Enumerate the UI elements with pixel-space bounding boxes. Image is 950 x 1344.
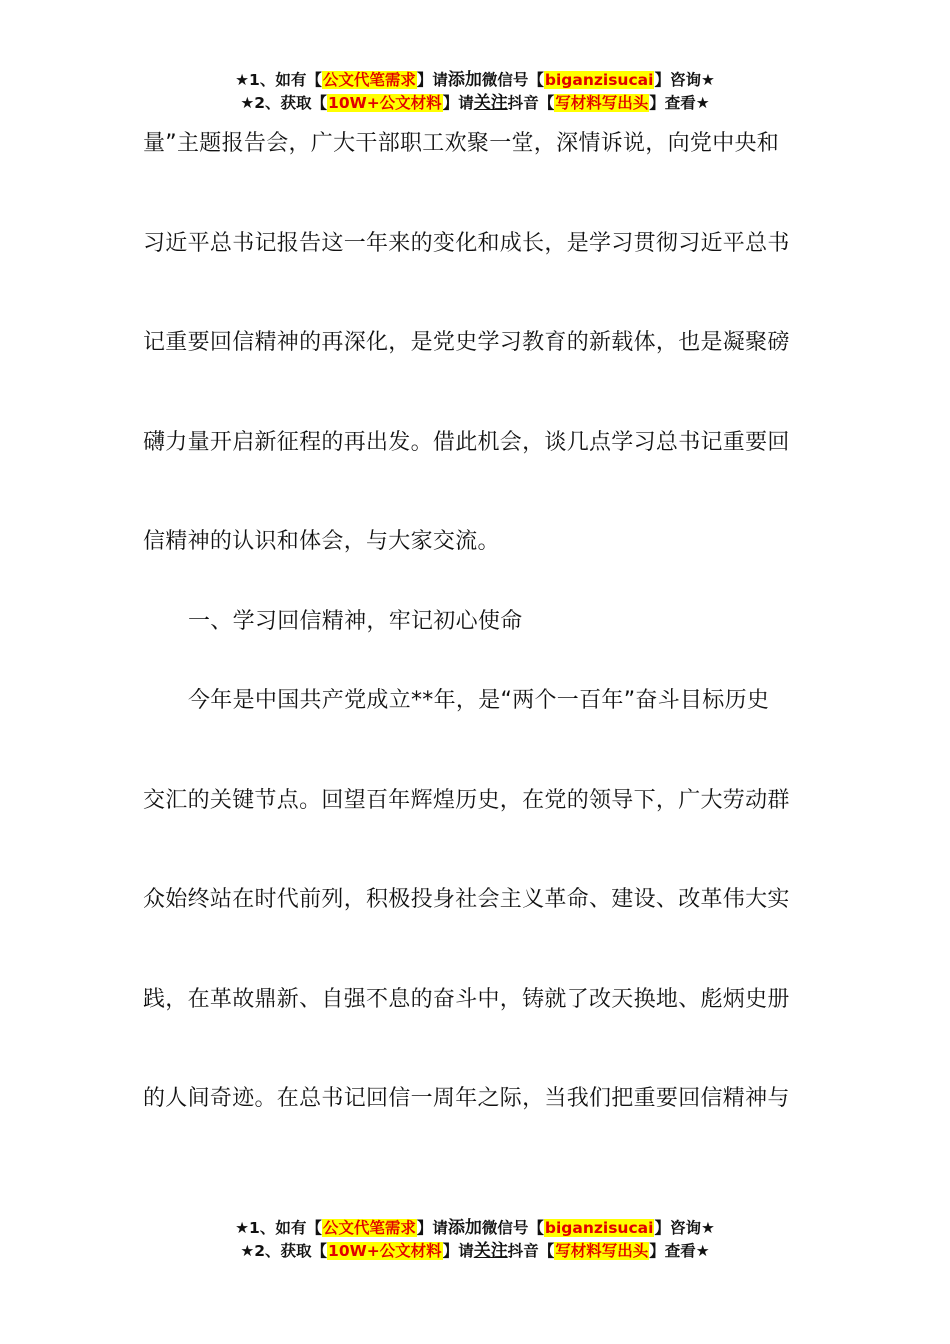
paragraph-line: 礴力量开启新征程的再出发。借此机会，谈几点学习总书记重要回: [143, 430, 790, 455]
paragraph-line: 交汇的关键节点。回望百年辉煌历史，在党的领导下，广大劳动群: [143, 788, 790, 813]
paragraph-line: 践，在革故鼎新、自强不息的奋斗中，铸就了改天换地、彪炳史册: [143, 987, 790, 1012]
promo-line-2: ★2、获取【10W+公文材料】请关注抖音【写材料写出头】查看★: [240, 1241, 710, 1261]
promo-highlight-douyin-account: 写材料写出头: [555, 94, 649, 112]
promo-highlight-materials: 10W+公文材料: [328, 1242, 442, 1260]
paragraph-line: 众始终站在时代前列，积极投身社会主义革命、建设、改革伟大实: [143, 887, 790, 912]
promo-emphasis-add: 添加: [447, 70, 482, 90]
paragraph-line: 信精神的认识和体会，与大家交流。: [143, 529, 500, 554]
promo-highlight-service: 公文代笔需求: [322, 1219, 416, 1237]
promo-line-1: ★1、如有【公文代笔需求】请添加微信号【biganzisucai】咨询★: [235, 70, 715, 90]
promo-line-1: ★1、如有【公文代笔需求】请添加微信号【biganzisucai】咨询★: [235, 1218, 715, 1238]
paragraph-line: 记重要回信精神的再深化，是党史学习教育的新载体，也是凝聚磅: [143, 330, 790, 355]
paragraph-line: 量”主题报告会，广大干部职工欢聚一堂，深情诉说，向党中央和: [143, 131, 780, 156]
paragraph-line: 今年是中国共产党成立**年，是“两个一百年”奋斗目标历史: [188, 688, 770, 713]
section-heading: 一、学习回信精神，牢记初心使命: [188, 609, 523, 634]
paragraph-line: 的人间奇迹。在总书记回信一周年之际，当我们把重要回信精神与: [143, 1086, 790, 1111]
promo-highlight-douyin-account: 写材料写出头: [555, 1242, 649, 1260]
header-promo-banner: [0, 69, 950, 115]
promo-emphasis-follow: 关注: [473, 93, 508, 113]
promo-emphasis-add: 添加: [447, 1218, 482, 1238]
promo-emphasis-follow: 关注: [473, 1241, 508, 1261]
promo-highlight-wechat-id: biganzisucai: [544, 1219, 654, 1237]
promo-highlight-service: 公文代笔需求: [322, 71, 416, 89]
promo-line-2: ★2、获取【10W+公文材料】请关注抖音【写材料写出头】查看★: [240, 93, 710, 113]
promo-highlight-materials: 10W+公文材料: [328, 94, 442, 112]
paragraph-line: 习近平总书记报告这一年来的变化和成长，是学习贯彻习近平总书: [143, 231, 790, 256]
promo-highlight-wechat-id: biganzisucai: [544, 71, 654, 89]
footer-promo-banner: [0, 1217, 950, 1263]
